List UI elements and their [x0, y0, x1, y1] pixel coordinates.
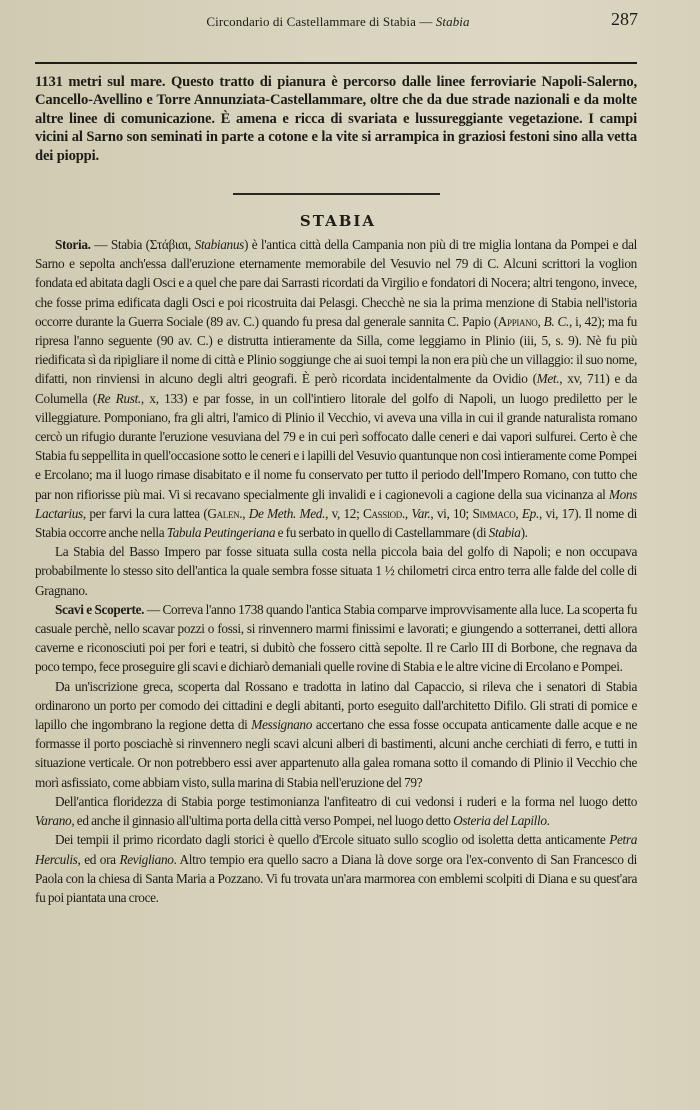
- italic-text: Stabianus: [194, 237, 244, 252]
- running-title-italic: Stabia: [435, 14, 470, 29]
- italic-text: Messignano: [251, 717, 313, 733]
- text-run: .: [546, 813, 550, 829]
- text-run: , ed anche il ginnasio all'ultima porta della città verso Pompei, nel luogo detto: [71, 813, 454, 829]
- running-title-text: Circondario di Castellammare di Stabia —: [206, 14, 433, 29]
- italic-text: Var.: [411, 505, 431, 521]
- italic-text: Osteria del Lapillo: [453, 813, 547, 829]
- section-separator: [233, 193, 440, 195]
- text-run: , vi, 17). Il nome di Stabia occorre anche nella: [35, 505, 638, 541]
- greek-text: Στάβιαι: [149, 237, 188, 252]
- paragraph-scavi: [35, 600, 637, 677]
- italic-text: B. C.: [543, 313, 570, 329]
- paragraph-basso-impero: La Stabia del Basso Impero par fosse situata sulla costa nella piccola baia del golfo di Napoli; e non occupava probabilmente lo stesso sito dell'antica la quale sembra fosse situata 1 ½ chilometri circa entro terra alle falde del colle di Gragnano.: [35, 544, 637, 598]
- text-run: ).: [520, 525, 528, 541]
- small-caps-name: Simmaco: [472, 505, 516, 521]
- italic-text: Petra Herculis: [35, 832, 637, 867]
- text-run: , i, 42); ma fu ripresa l'anno seguente (90 av. C.) e distrutta intieramente da Silla, come leggiamo in Plinio (iii, 5, s. 9). Nè fu più riedificata sì da ripigliare il nome di città e Plinio soggiunge che ai suoi tempi la non era più che un villaggio: il suo nome, difatti, non rinviensi in alcuno degli altri geografi. È però ricordata incidentalmente da Ovidio (: [35, 313, 637, 387]
- paragraph-lead: Scavi e Scoperte.: [55, 601, 145, 617]
- running-head: [34, 9, 642, 31]
- italic-text: Tabula Peutingeriana: [166, 525, 276, 541]
- running-title: [34, 14, 642, 30]
- text-run: ,: [242, 505, 249, 521]
- italic-text: Met.: [536, 371, 560, 387]
- italic-text: Mons Lactarius: [35, 486, 637, 521]
- italic-text: Varano: [35, 813, 72, 829]
- header-rule: [35, 62, 637, 64]
- small-caps-name: Appiano: [497, 313, 538, 329]
- intro-paragraph: [35, 73, 637, 165]
- text-run: accertano che essa fosse occupata anticamente dalle acque e ne formasse il porto posciachè si rinvennero negli scavi alcuni alberi di bastimenti, alcuni anche cerchiati di ferro, e tutti in situazione verticale. Or non potrebbero essi aver appartenuto alla galea romana sotto il comando di Plinio il Vecchio che morì asfissiato, come abbiam visto, sulla marina di Stabia nell'eruzione del 79?: [35, 717, 638, 790]
- text-run: Dei tempii il primo ricordato dagli storici è quello d'Ercole situato sullo scoglio od isoletta detta anticamente: [55, 832, 610, 848]
- text-run: ,: [515, 505, 522, 521]
- text-run: Da un'iscrizione greca, scoperta dal Rossano e tradotta in latino dal Capaccio, si rileva che i senatori di Stabia ordinarono un porto per comodo dei cittadini e degli abitanti, porto eseguito dall'architetto Difilo. Gli strati di pomice e lapillo che ingombrano la regione detta di: [35, 678, 637, 733]
- paragraph-lead: Storia.: [55, 237, 91, 252]
- section-title: STABIA: [299, 212, 377, 230]
- text-run: , vi, 10;: [430, 505, 473, 521]
- text-run: — Stabia (: [90, 237, 150, 252]
- text-run: , ed ora: [77, 851, 120, 867]
- italic-text: Stabia: [488, 525, 521, 541]
- paragraph-storia: [35, 235, 637, 542]
- paragraph-tempii: [35, 830, 637, 907]
- italic-text: Ep.: [521, 505, 539, 521]
- text-run: . Altro tempio era quello sacro a Diana là dove sorge ora l'ex-convento di San Francesco di Paola con la chiesa di Santa Maria a Pozzano. Vi fu trovata un'ara marmorea con emblemi scolpiti di Diana e su quest'ara fu poi piantata una croce.: [35, 851, 637, 905]
- page-number: 287: [611, 9, 638, 29]
- text-run: , xv, 711) e da Columella (: [35, 371, 638, 406]
- text-run: , x, 133) e par fosse, in un coll'intiero litorale del golfo di Napoli, un luogo prediletto per le villeggiature. Pomponiano, fra gli altri, l'amico di Plinio il Vecchio, vi aveva una villa in cui il grande naturalista romano cercò un rifugio durante l'eruzione vesuviana del 79 e in cui perì soffocato dalle ceneri e dai vapori sulfurei. Certo è che Stabia fu seppellita in quell'occasione sotto le ceneri e i lapilli del Vesuvio quantunque non così intieramente come Pompei e Ercolano; ma il luogo rimase disabitato e il nome fu conservato per tutto il periodo dell'Impero Romano, con tutto che par non rifiorisse più mai. Vi si recavano specialmente gli invalidi e i cagionevoli a cagione della sua vicinanza al: [35, 390, 637, 502]
- intro-text: 1131 metri sul mare. Questo tratto di pianura è percorso dalle linee ferroviarie Napoli-Salerno, Cancello-Avellino e Torre Annunziata-Castellammare, oltre che da due strade nazionali e da molte altre linee di comunicazione. È amena e ricca di svariata e lussureggiante vegetazione. I campi vicini al Sarno son seminati in parte a cotone e la vite si arrampica in graziosi festoni sino alla vetta dei pioppi.: [35, 74, 637, 164]
- text-run: , v, 12;: [325, 505, 363, 521]
- section-body: [35, 235, 637, 907]
- italic-text: Re Rust.: [96, 390, 141, 406]
- text-run: , per farvi la cura lattea (: [82, 505, 208, 521]
- italic-text: Revigliano: [119, 851, 174, 867]
- small-caps-name: Cassiod.: [362, 505, 405, 521]
- italic-text: De Meth. Med.: [248, 505, 326, 521]
- text-run: Dell'antica floridezza di Stabia porge testimonianza l'anfiteatro di cui vedonsi i ruderi e la forma nel luogo detto: [55, 793, 637, 809]
- small-caps-name: Galen.: [207, 505, 243, 521]
- paragraph-floridezza: [35, 792, 637, 830]
- text-run: e fu serbato in quello di Castellammare (di: [275, 525, 489, 541]
- text-run: ,: [188, 237, 195, 252]
- text-run: ,: [537, 313, 544, 329]
- paragraph-iscrizione: [35, 677, 637, 792]
- text-run: ,: [404, 505, 412, 521]
- text-run: ) è l'antica città della Campania non più di tre miglia lontana da Pompei e dal Sarno e sepolta anch'essa dall'eruzione eternamente memorabile del Vesuvio nel 79 di C. Alcuni scrittori la voglion fondata ed abitata dagli Osci e a quel che pare dai Sarrasti ricordati da Virgilio e fondatori di Nocera; altri tengono, invece, che fosse prima edificata dagli Osci e poi ricostruita dai Pelasgi. Checchè ne sia la prima menzione di Stabia nell'istoria occorre durante la Guerra Sociale (89 av. C.) quando fu presa dal generale sannita C. Papio (: [35, 237, 637, 329]
- text-run: — Correva l'anno 1738 quando l'antica Stabia comparve improvvisamente alla luce. La scoperta fu casuale perchè, nello scavar pozzi o fossi, si rinvennero marmi finissimi e lavorati; e giungendo a sotterranei, detti allora caverne e riconosciuti poi per fori e teatri, si dubitò che fossero città sepolte. Il re Carlo III di Borbone, che regnava da poco tempo, fece proseguire gli scavi e dichiarò demaniali quelle rovine di Stabia e le altre vicine di Ercolano e Pompei.: [35, 601, 638, 675]
